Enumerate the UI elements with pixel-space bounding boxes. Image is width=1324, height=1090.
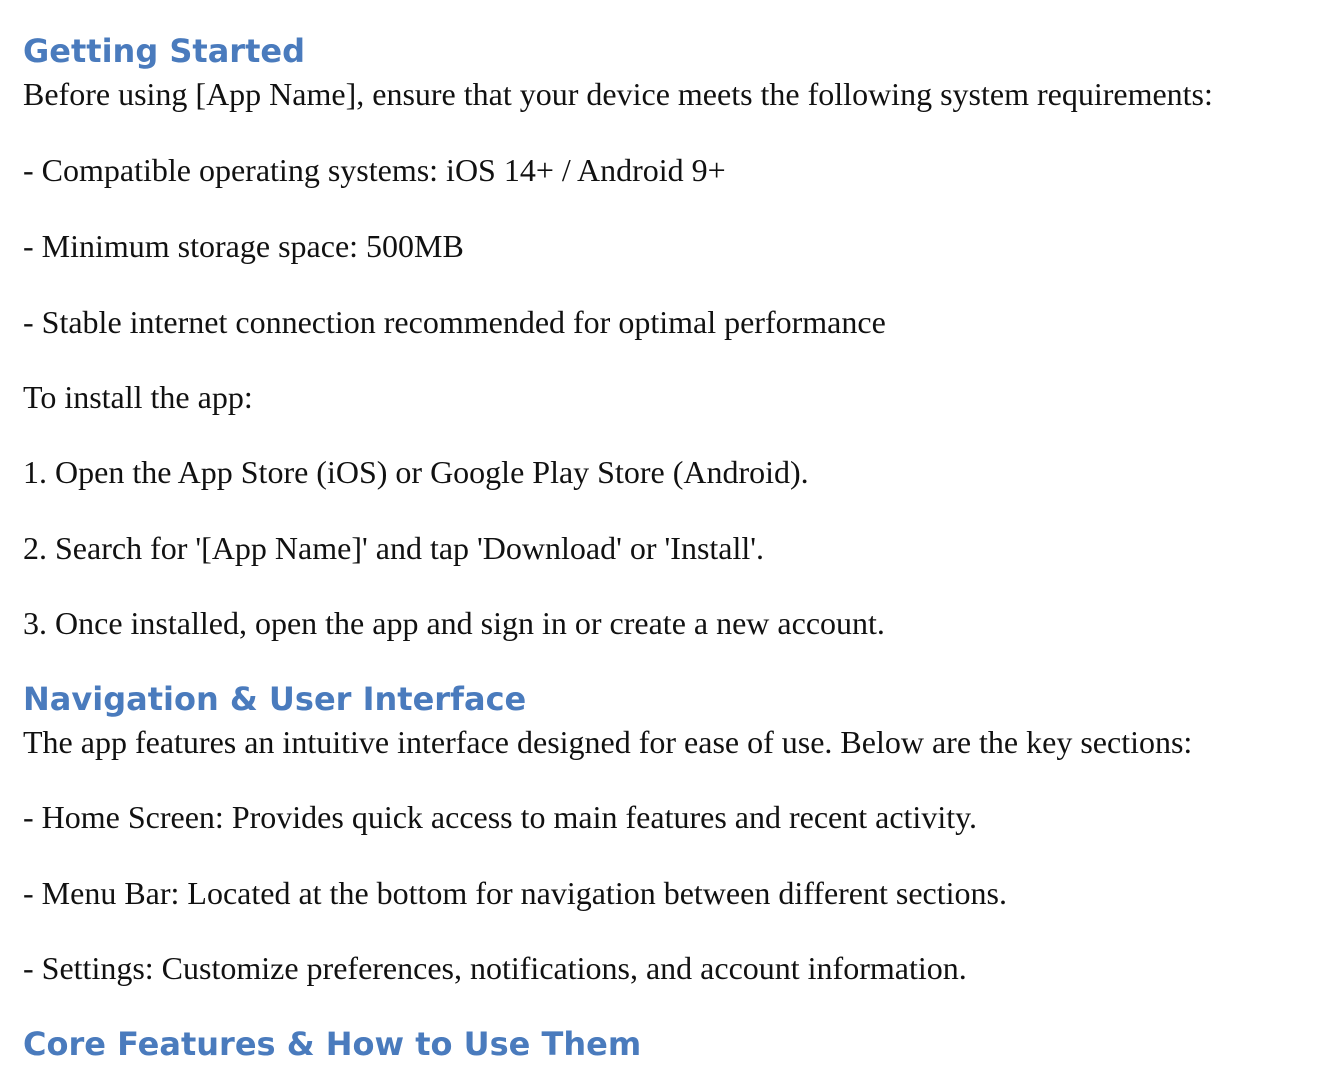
list-item-internet: - Stable internet connection recommended for optimal performance bbox=[23, 304, 886, 340]
section-heading-navigation: Navigation & User Interface bbox=[23, 680, 527, 718]
list-item-storage: - Minimum storage space: 500MB bbox=[23, 228, 464, 264]
install-step-3: 3. Once installed, open the app and sign in or create a new account. bbox=[23, 605, 885, 641]
paragraph-navigation-intro: The app features an intuitive interface designed for ease of use. Below are the key sections: bbox=[23, 724, 1193, 760]
section-heading-core-features: Core Features & How to Use Them bbox=[23, 1025, 642, 1063]
paragraph-intro: Before using [App Name], ensure that your device meets the following system requirements: bbox=[23, 76, 1213, 112]
install-step-2: 2. Search for '[App Name]' and tap 'Download' or 'Install'. bbox=[23, 530, 765, 566]
section-heading-getting-started: Getting Started bbox=[23, 32, 305, 70]
list-item-menu-bar: - Menu Bar: Located at the bottom for navigation between different sections. bbox=[23, 875, 1007, 911]
paragraph-install-intro: To install the app: bbox=[23, 379, 253, 415]
install-step-1: 1. Open the App Store (iOS) or Google Play Store (Android). bbox=[23, 454, 809, 490]
list-item-os: - Compatible operating systems: iOS 14+ / Android 9+ bbox=[23, 152, 726, 188]
list-item-home-screen: - Home Screen: Provides quick access to main features and recent activity. bbox=[23, 799, 978, 835]
list-item-settings: - Settings: Customize preferences, notifications, and account information. bbox=[23, 950, 967, 986]
